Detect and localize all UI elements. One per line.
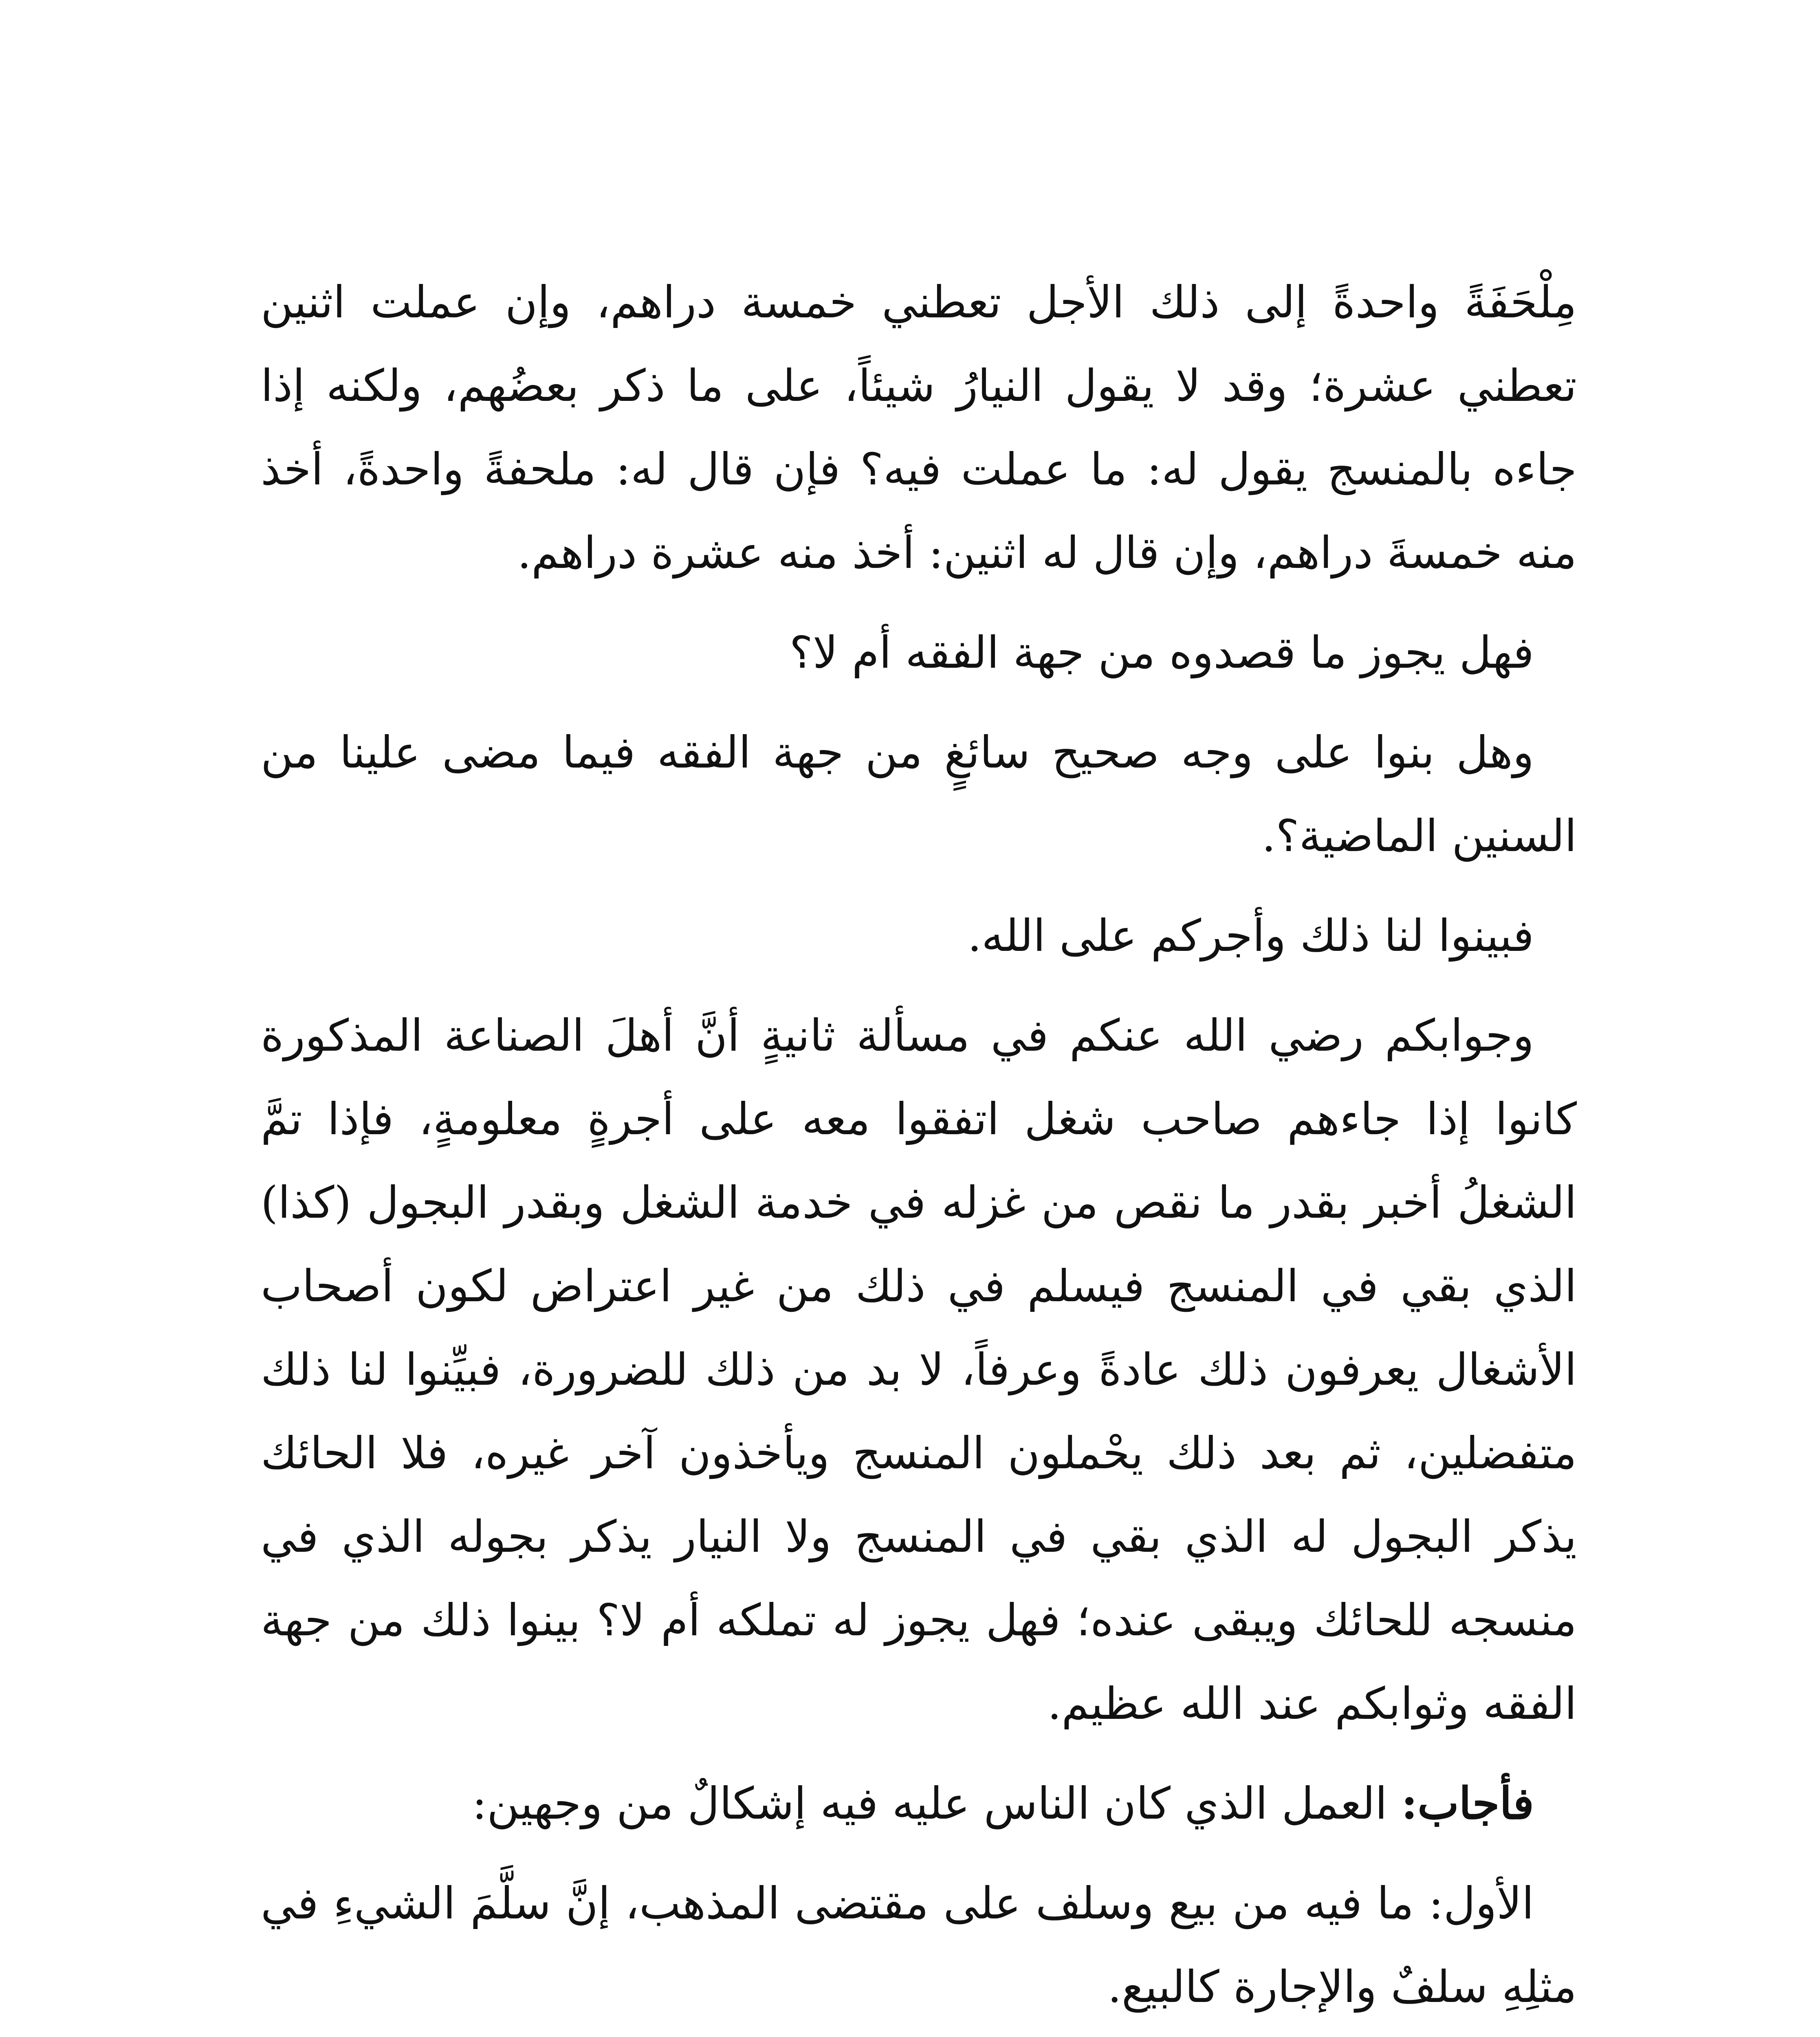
- answer-paragraph: [261, 1762, 1577, 1846]
- paragraph-2: فهل يجوز ما قصدوه من جهة الفقه أم لا؟: [789, 627, 1534, 678]
- paragraph-7: الأول: ما فيه من بيع وسلف على مقتضى المذهب، إنَّ سلَّمَ الشيءِ في مثلِهِ سلفٌ والإجارة كالبيع.: [261, 1878, 1577, 2013]
- answer-label: فأجاب:: [1401, 1778, 1534, 1829]
- paragraph-4: فبينوا لنا ذلك وأجركم على الله.: [967, 911, 1534, 961]
- paragraph-1: مِلْحَفَةً واحدةً إلى ذلك الأجل تعطني خمسة دراهم، وإن عملت اثنين تعطني عشرة؛ وقد لا يقول النيارُ شيئاً، على ما ذكر بعضُهم، ولكنه إذا جاءه بالمنسج يقول له: ما عملت فيه؟ فإن قال له: ملحفةً واحدةً، أخذ منه خمسةَ دراهم، وإن قال له اثنين: أخذ منه عشرة دراهم.: [261, 277, 1577, 579]
- page-body: [261, 261, 1577, 2037]
- paragraph-5: وجوابكم رضي الله عنكم في مسألة ثانيةٍ أنَّ أهلَ الصناعة المذكورة كانوا إذا جاءهم صاحب شغل اتفقوا معه على أجرةٍ معلومةٍ، فإذا تمَّ الشغلُ أخبر بقدر ما نقص من غزله في خدمة الشغل وبقدر البجول (كذا) الذي بقي في المنسج فيسلم في ذلك من غير اعتراض لكون أصحاب الأشغال يعرفون ذلك عادةً وعرفاً، لا بد من ذلك للضرورة، فبيِّنوا لنا ذلك متفضلين، ثم بعد ذلك يحْملون المنسج ويأخذون آخر غيره، فلا الحائك يذكر البجول له الذي بقي في المنسج ولا النيار يذكر بجوله الذي في منسجه للحائك ويبقى عنده؛ فهل يجوز له تملكه أم لا؟ بينوا ذلك من جهة الفقه وثوابكم عند الله عظيم.: [261, 1010, 1577, 1729]
- answer-text: العمل الذي كان الناس عليه فيه إشكالٌ من وجهين:: [472, 1778, 1387, 1829]
- paragraph-3: وهل بنوا على وجه صحيح سائغٍ من جهة الفقه فيما مضى علينا من السنين الماضية؟.: [261, 727, 1577, 862]
